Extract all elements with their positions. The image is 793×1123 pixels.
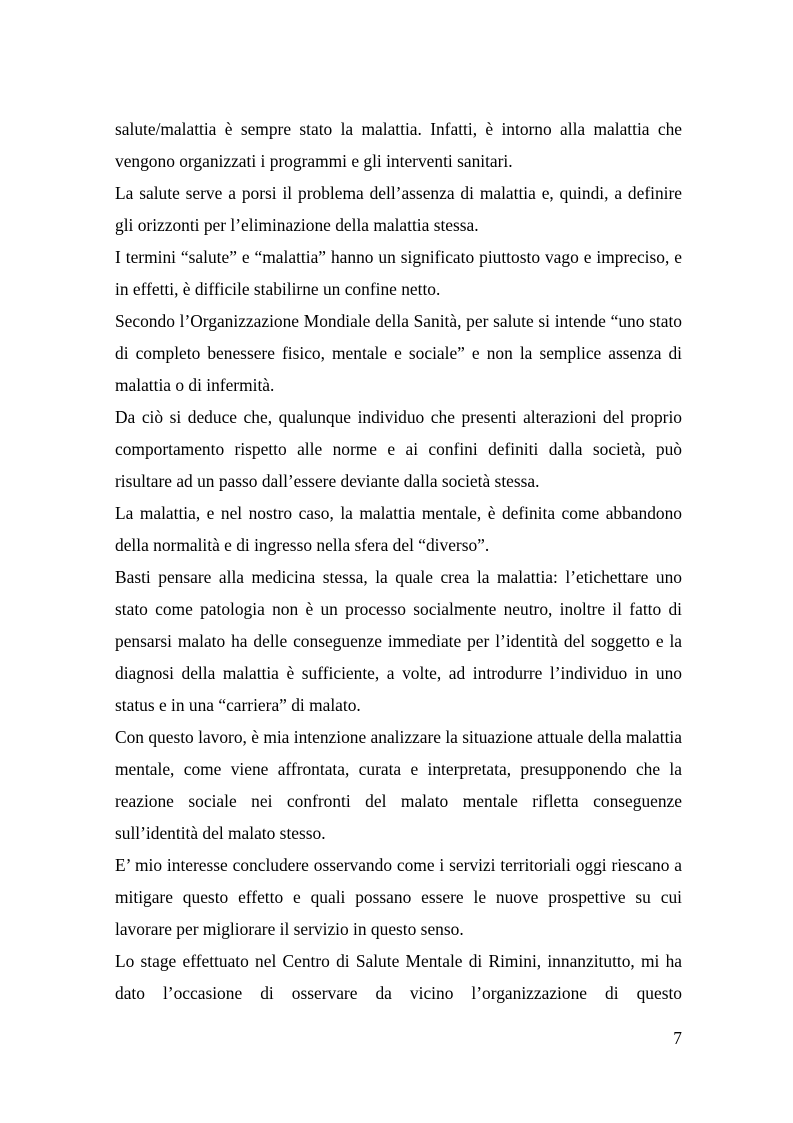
paragraph: La salute serve a porsi il problema dell’assenza di malattia e, quindi, a definire gli orizzonti per l’eliminazione della malattia stessa.	[115, 183, 682, 235]
paragraph: Lo stage effettuato nel Centro di Salute Mentale di Rimini, innanzitutto, mi ha dato l’occasione di osservare da vicino l’organizzazione di questo	[115, 951, 682, 1003]
paragraph: Basti pensare alla medicina stessa, la quale crea la malattia: l’etichettare uno stato come patologia non è un processo socialmente neutro, inoltre il fatto di pensarsi malato ha delle conseguenze immediate per l’identità del soggetto e la diagnosi della malattia è sufficiente, a volte, ad introdurre l’individuo in uno status e in una “carriera” di malato.	[115, 567, 682, 715]
paragraph: Con questo lavoro, è mia intenzione analizzare la situazione attuale della malattia mentale, come viene affrontata, curata e interpretata, presupponendo che la reazione sociale nei confronti del malato mentale rifletta conseguenze sull’identità del malato stesso.	[115, 727, 682, 843]
paragraph: Secondo l’Organizzazione Mondiale della Sanità, per salute si intende “uno stato di completo benessere fisico, mentale e sociale” e non la semplice assenza di malattia o di infermità.	[115, 311, 682, 395]
paragraph: E’ mio interesse concludere osservando come i servizi territoriali oggi riescano a mitigare questo effetto e quali possano essere le nuove prospettive su cui lavorare per migliorare il servizio in questo senso.	[115, 855, 682, 939]
body-text	[115, 113, 682, 1009]
paragraph: La malattia, e nel nostro caso, la malattia mentale, è definita come abbandono della normalità e di ingresso nella sfera del “diverso”.	[115, 503, 682, 555]
paragraph: Da ciò si deduce che, qualunque individuo che presenti alterazioni del proprio comportamento rispetto alle norme e ai confini definiti dalla società, può risultare ad un passo dall’essere deviante dalla società stessa.	[115, 407, 682, 491]
paragraph: salute/malattia è sempre stato la malattia. Infatti, è intorno alla malattia che vengono organizzati i programmi e gli interventi sanitari.	[115, 119, 682, 171]
paragraph: I termini “salute” e “malattia” hanno un significato piuttosto vago e impreciso, e in effetti, è difficile stabilirne un confine netto.	[115, 247, 682, 299]
page-number: 7	[673, 1028, 682, 1048]
